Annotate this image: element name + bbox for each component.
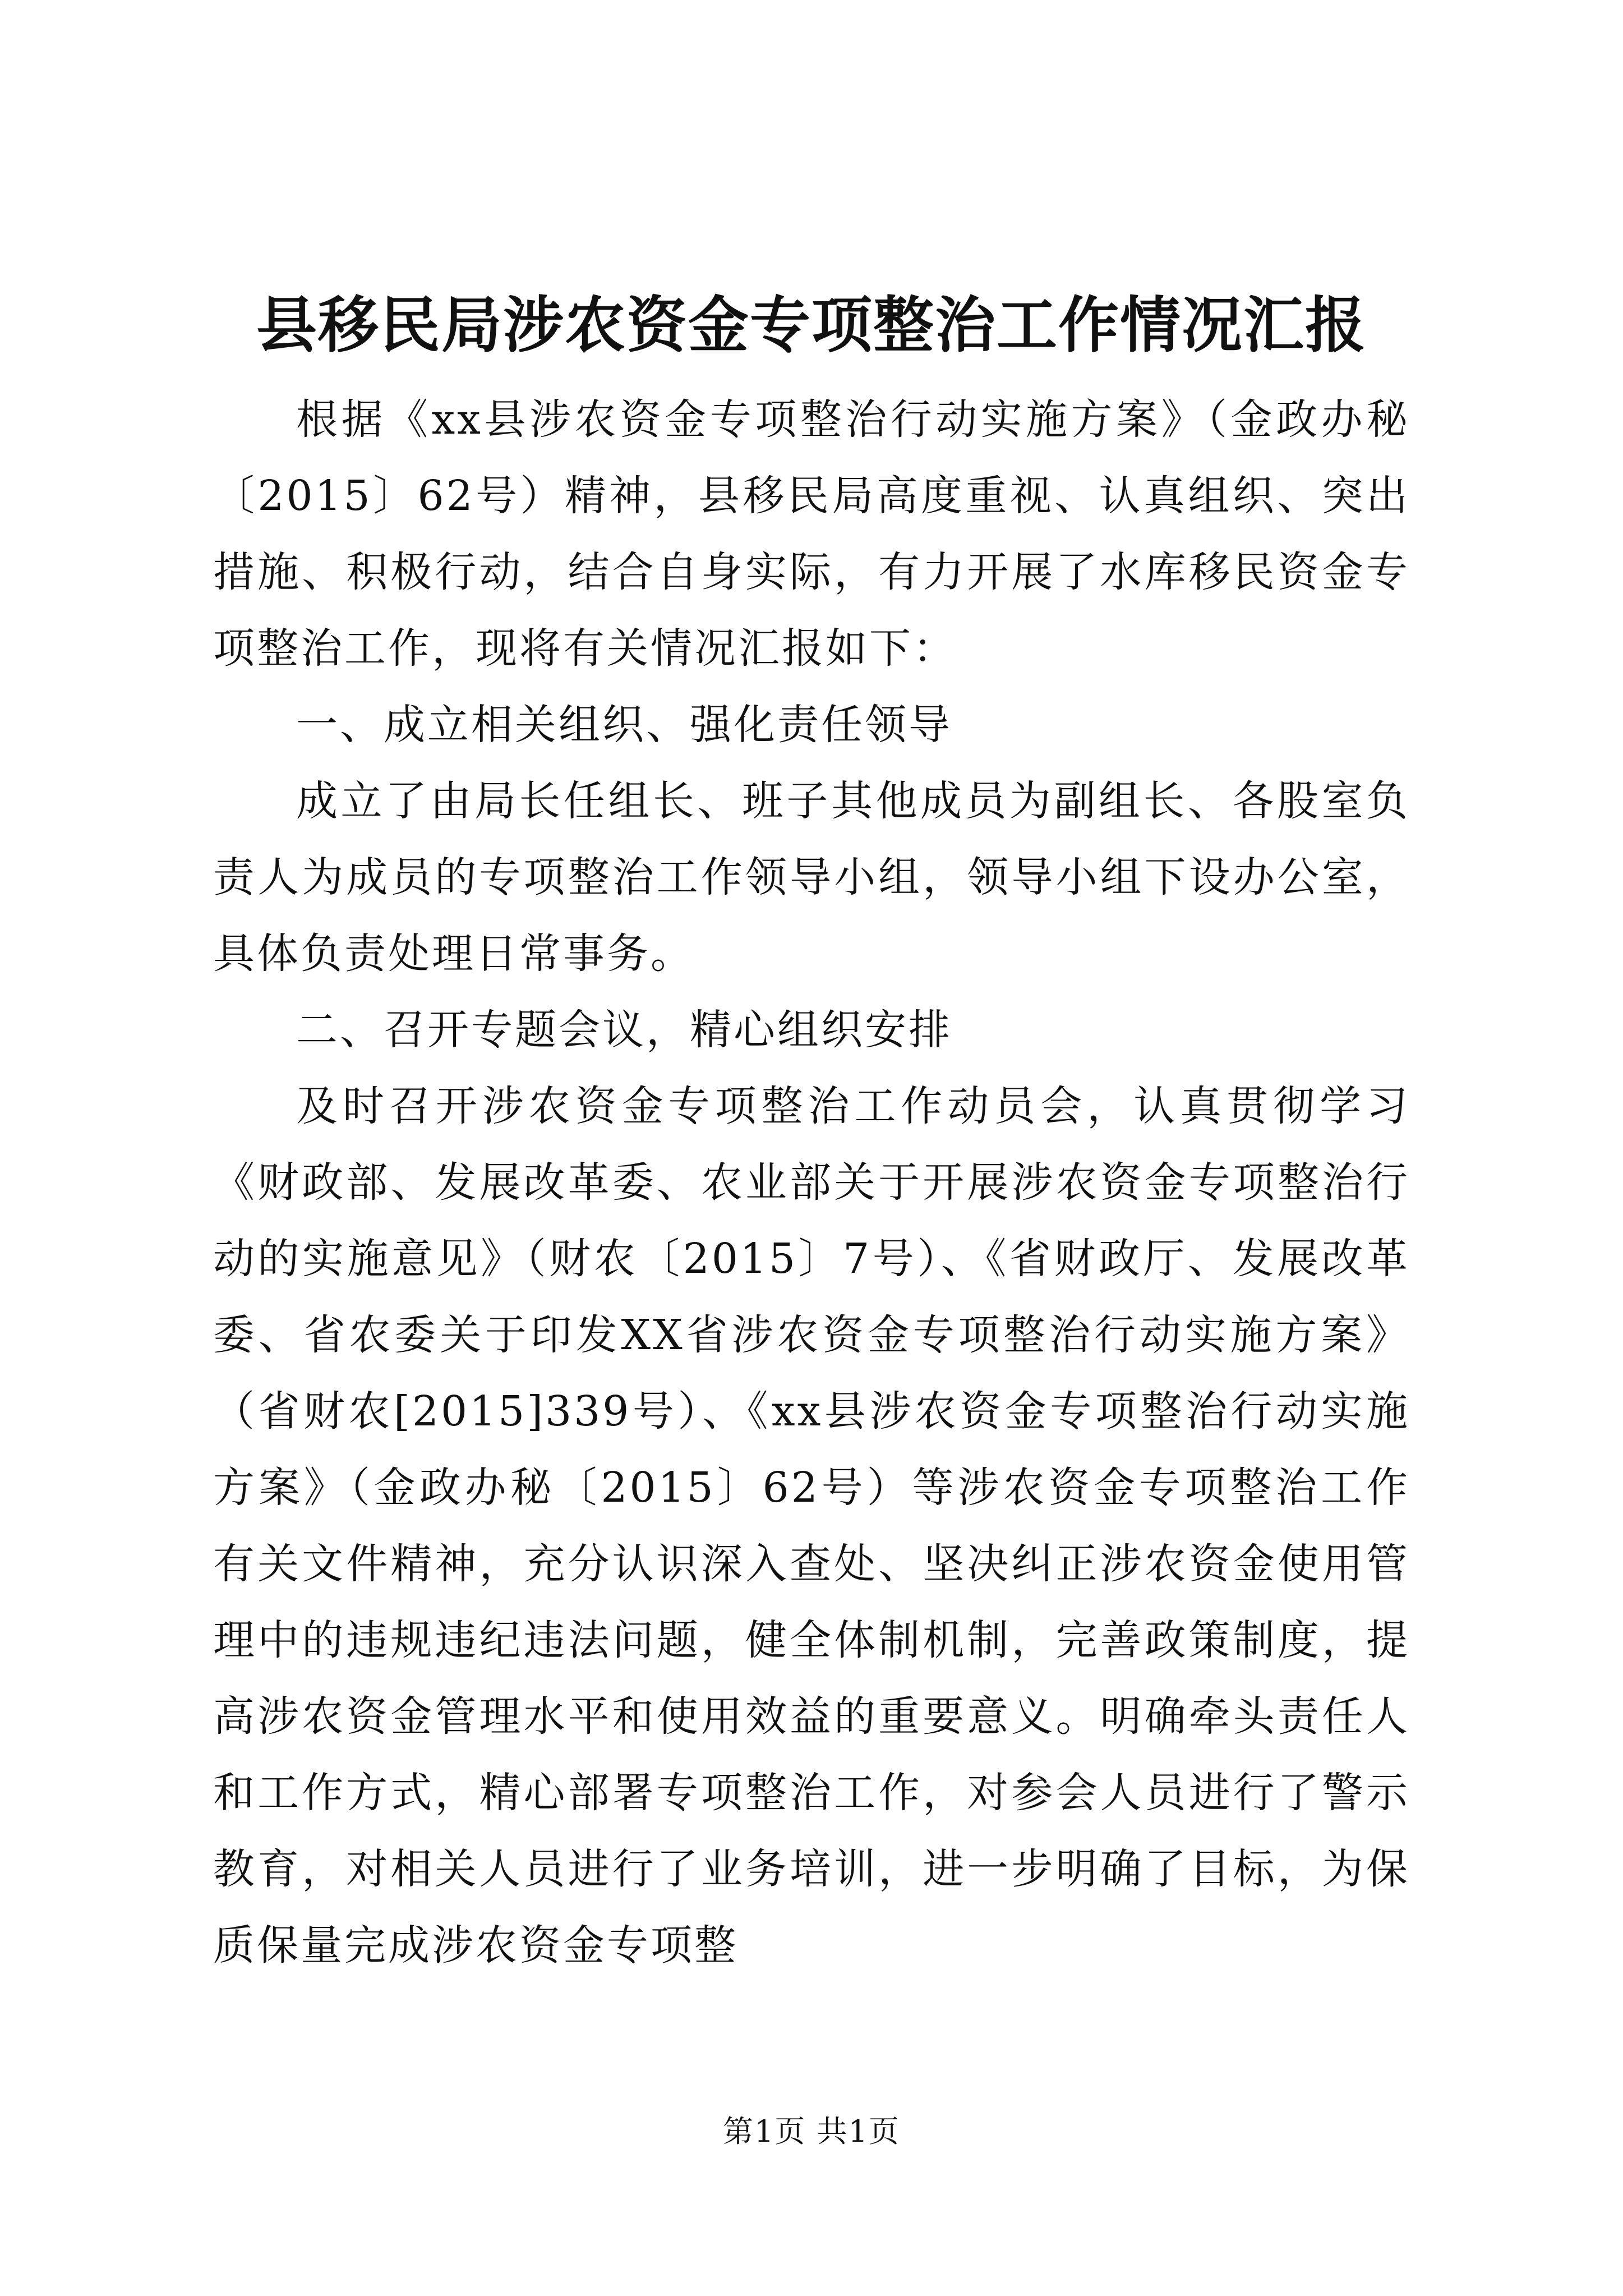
paragraph-section-1: 成立了由局长任组长、班子其他成员为副组长、各股室负责人为成员的专项整治工作领导小组，领导小组下设办公室，具体负责处理日常事务。 (213, 777, 1410, 978)
paragraph-section-2: 及时召开涉农资金专项整治工作动员会，认真贯彻学习《财政部、发展改革委、农业部关于开展涉农资金专项整治行动的实施意见》（财农〔2015〕7号）、《省财政厅、发展改革委、省农委关于印发XX省涉农资金专项整治行动实施方案》（省财农[2015]339号）、《xx县涉农资金专项整治行动实施方案》（金政办秘〔2015〕62号）等涉农资金专项整治工作有关文件精神，充分认识深入查处、坚决纠正涉农资金使用管理中的违规违纪违法问题，健全体制机制，完善政策制度，提高涉农资金管理水平和使用效益的重要意义。明确牵头责任人和工作方式，精心部署专项整治工作，对参会人员进行了警示教育，对相关人员进行了业务培训，进一步明确了目标，为保质保量完成涉农资金专项整 (213, 1082, 1410, 1970)
section-heading-1: 一、成立相关组织、强化责任领导 (296, 701, 952, 749)
section-heading-2: 二、召开专题会议，精心组织安排 (296, 1006, 952, 1054)
page-footer: 第1页 共1页 (723, 2114, 900, 2149)
document-title: 县移民局涉农资金专项整治工作情况汇报 (256, 290, 1367, 361)
document-body (213, 381, 1410, 1984)
paragraph-intro: 根据《xx县涉农资金专项整治行动实施方案》（金政办秘〔2015〕62号）精神，县移民局高度重视、认真组织、突出措施、积极行动，结合自身实际，有力开展了水库移民资金专项整治工作，现将有关情况汇报如下： (213, 395, 1410, 673)
